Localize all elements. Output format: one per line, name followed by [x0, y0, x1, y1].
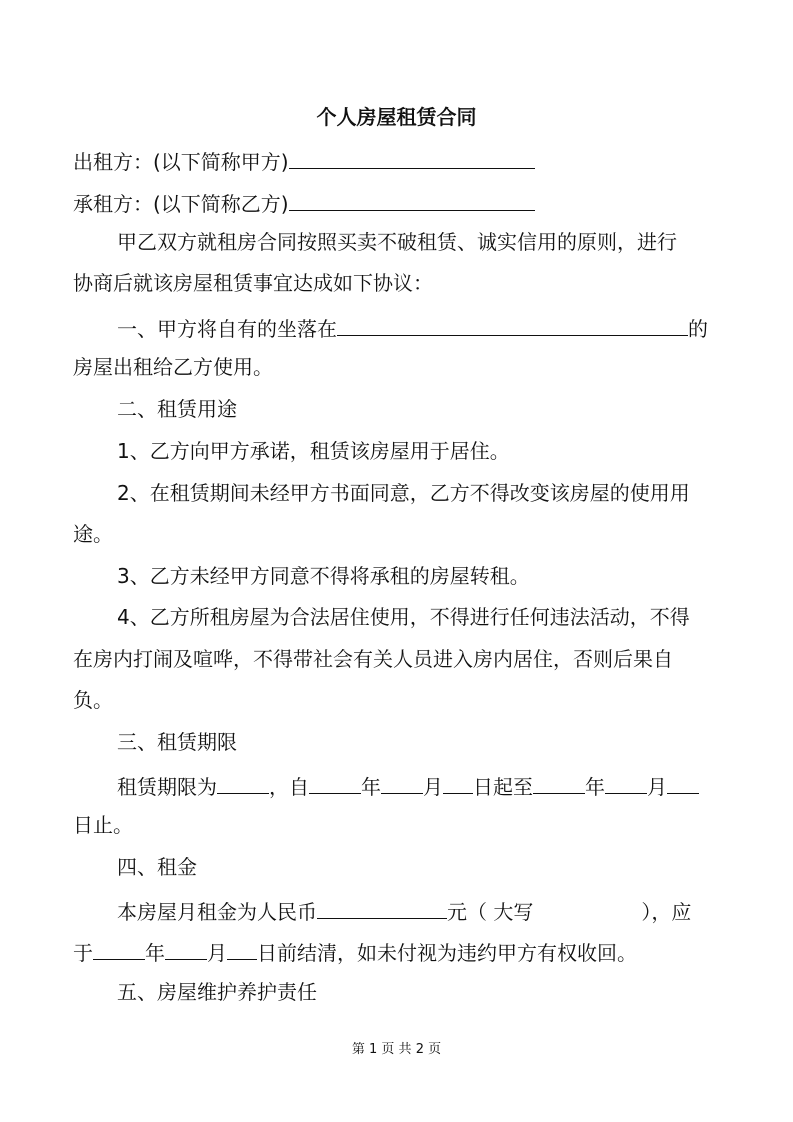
clause1-line	[117, 312, 767, 343]
term-from-label: ，自	[269, 775, 309, 799]
pay-day-blank[interactable]	[227, 936, 257, 960]
clause1-prefix: 一、甲方将自有的坐落在	[117, 317, 337, 341]
start-month-blank[interactable]	[381, 770, 423, 794]
lessee-line	[73, 187, 723, 218]
pay-year-blank[interactable]	[93, 936, 145, 960]
payment-line	[73, 936, 723, 967]
term-line-2: 日止。	[73, 813, 133, 837]
lessor-line	[73, 145, 723, 176]
lessor-label: 出租方：(以下简称甲方)	[73, 150, 289, 174]
clause5-heading: 五、房屋维护养护责任	[117, 980, 317, 1004]
start-day-blank[interactable]	[443, 770, 473, 794]
start-year-blank[interactable]	[309, 770, 361, 794]
rent-label: 本房屋月租金为人民币	[117, 900, 317, 924]
term-line	[117, 770, 767, 801]
clause2-item-2-line-2: 途。	[73, 522, 113, 546]
clause3-heading: 三、租赁期限	[117, 730, 237, 754]
rent-capital-label: 元（ 大写	[447, 900, 534, 924]
clause1-suffix: 的	[688, 317, 708, 341]
lessee-name-blank[interactable]	[289, 187, 535, 211]
clause2-item-2-line-1: 2、在租赁期间未经甲方书面同意，乙方不得改变该房屋的使用用	[117, 481, 690, 505]
end-month-blank[interactable]	[605, 770, 647, 794]
clause2-heading: 二、租赁用途	[117, 397, 237, 421]
rent-amount-blank[interactable]	[317, 895, 447, 919]
rent-due-label: ），应	[641, 900, 692, 924]
term-label: 租赁期限为	[117, 775, 217, 799]
start-month-label: 月	[423, 775, 443, 799]
end-month-label: 月	[647, 775, 667, 799]
clause2-item-3: 3、乙方未经甲方同意不得将承租的房屋转租。	[117, 564, 530, 588]
page-number: 第 1 页 共 2 页	[351, 1042, 442, 1057]
pay-year-label: 年	[145, 941, 165, 965]
property-address-blank[interactable]	[337, 312, 688, 336]
term-duration-blank[interactable]	[217, 770, 269, 794]
start-day-label: 日起至	[473, 775, 533, 799]
lessee-label: 承租方：(以下简称乙方)	[73, 192, 289, 216]
pay-month-label: 月	[207, 941, 227, 965]
intro-line-2: 协商后就该房屋租赁事宜达成如下协议：	[73, 271, 433, 295]
start-year-label: 年	[361, 775, 381, 799]
end-year-label: 年	[585, 775, 605, 799]
clause4-heading: 四、租金	[117, 855, 197, 879]
intro-line-1: 甲乙双方就租房合同按照买卖不破租赁、诚实信用的原则，进行	[117, 230, 677, 254]
clause2-item-4-line-1: 4、乙方所租房屋为合法居住使用，不得进行任何违法活动，不得	[117, 605, 690, 629]
pay-month-blank[interactable]	[165, 936, 207, 960]
lessor-name-blank[interactable]	[289, 145, 535, 169]
document-title: 个人房屋租赁合同	[316, 105, 477, 129]
clause1-line-2: 房屋出租给乙方使用。	[73, 355, 273, 379]
end-year-blank[interactable]	[533, 770, 585, 794]
payment-prefix: 于	[73, 941, 93, 965]
end-day-blank[interactable]	[667, 770, 699, 794]
payment-terms: 日前结清，如未付视为违约甲方有权收回。	[257, 941, 637, 965]
clause2-item-4-line-2: 在房内打闹及喧哗，不得带社会有关人员进入房内居住，否则后果自	[73, 647, 673, 671]
rent-line	[117, 895, 767, 926]
clause2-item-1: 1、乙方向甲方承诺，租赁该房屋用于居住。	[117, 439, 510, 463]
clause2-item-4-line-3: 负。	[73, 688, 113, 712]
